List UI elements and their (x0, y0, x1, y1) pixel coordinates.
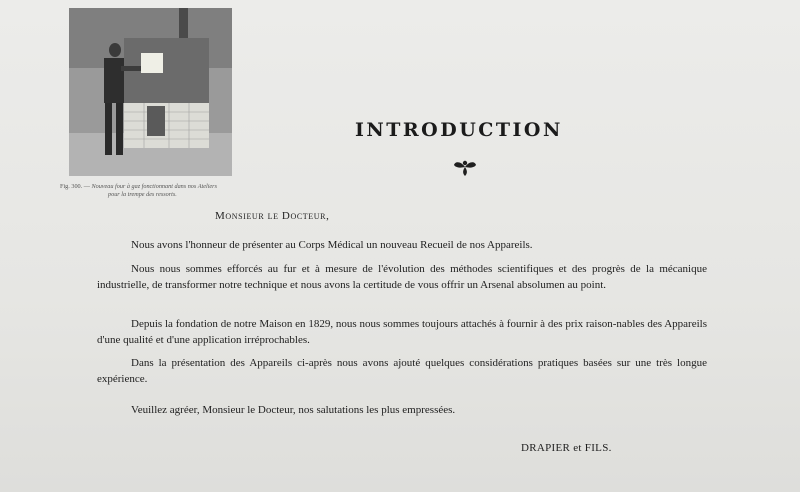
figure-number: Fig. 300. — (60, 183, 90, 190)
signature: DRAPIER et FILS. (521, 442, 612, 454)
paragraph-5: Veuillez agréer, Monsieur le Docteur, nos salutations les plus empressées. (131, 404, 456, 416)
figure-caption (60, 183, 270, 199)
furnace-illustration (69, 8, 232, 176)
salutation: Monsieur le Docteur, (215, 210, 330, 222)
paragraph-1: Nous avons l'honneur de présenter au Corps Médical un nouveau Recueil de nos Appareils. (131, 239, 533, 251)
floral-ornament-icon (452, 155, 478, 182)
paragraph-3: Depuis la fondation de notre Maison en 1829, nous nous sommes toujours attachés à fournir à des prix raison-nables des Appareils d'une qualité et d'une application irréprochables. (97, 318, 707, 346)
caption-line-1: Nouveau four à gaz fonctionnant dans nos Ateliers (91, 183, 217, 190)
page-title: INTRODUCTION (355, 119, 563, 141)
paragraph-2: Nous nous sommes efforcés au fur et à mesure de l'évolution des méthodes scientifiques et des progrès de la mécanique industrielle, de transformer notre technique et nous avons la certitude de vous offrir un Arsenal absolumen au point. (97, 263, 707, 291)
paragraph-4: Dans la présentation des Appareils ci-après nous avons ajouté quelques considérations pratiques basées sur une très longue expérience. (97, 357, 707, 385)
furnace-photograph (69, 8, 232, 176)
caption-line-2: pour la trempe des ressorts. (108, 191, 177, 198)
